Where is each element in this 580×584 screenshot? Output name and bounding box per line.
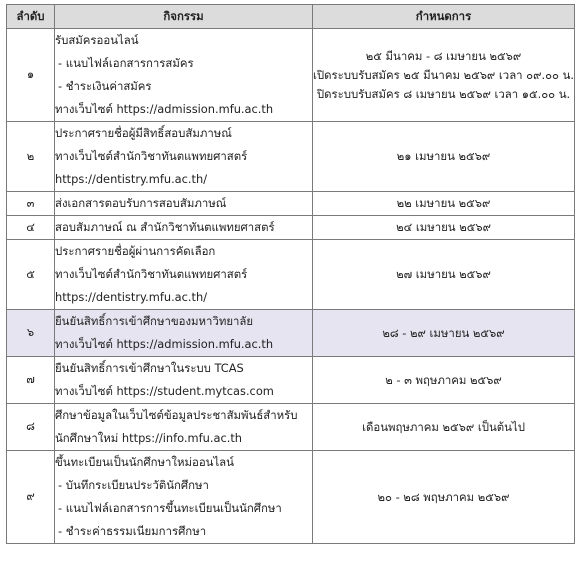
row-number: ๒: [7, 122, 55, 192]
activity-line: ทางเว็บไซต์สำนักวิชาทันตแพทยศาสตร์: [55, 149, 248, 163]
table-row: [7, 451, 575, 544]
schedule-line: ๒๕ มีนาคม - ๘ เมษายน ๒๕๖๙: [365, 48, 522, 63]
table-row: [7, 29, 575, 122]
row-number: ๘: [7, 404, 55, 451]
schedule-cell: [313, 404, 575, 451]
schedule-cell: [313, 192, 575, 216]
row-number: ๑: [7, 29, 55, 122]
schedule-cell: [313, 357, 575, 404]
schedule-table: [6, 4, 575, 544]
activity-cell: [55, 240, 313, 310]
row-number: ๕: [7, 240, 55, 310]
row-number: ๗: [7, 357, 55, 404]
activity-line: ขึ้นทะเบียนเป็นนักศึกษาใหม่ออนไลน์: [55, 455, 234, 469]
row-number: ๙: [7, 451, 55, 544]
activity-line: https://dentistry.mfu.ac.th/: [55, 290, 208, 304]
activity-cell: [55, 29, 313, 122]
schedule-line: ปิดระบบรับสมัคร ๘ เมษายน ๒๕๖๙ เวลา ๑๕.๐๐ น.: [316, 86, 571, 101]
row-number: ๓: [7, 192, 55, 216]
activity-line: ศึกษาข้อมูลในเว็บไซต์ข้อมูลประชาสัมพันธ์สำหรับ: [55, 408, 298, 422]
schedule-line: ๒๐ - ๒๘ พฤษภาคม ๒๕๖๙: [377, 489, 510, 504]
header-activity: กิจกรรม: [55, 5, 313, 29]
schedule-line: ๒๗ เมษายน ๒๕๖๙: [396, 267, 491, 281]
schedule-line: เดือนพฤษภาคม ๒๕๖๙ เป็นต้นไป: [362, 419, 525, 434]
activity-line: ทางเว็บไซต์ https://student.mytcas.com: [55, 384, 274, 398]
activity-line: ประกาศรายชื่อผู้ผ่านการคัดเลือก: [55, 244, 216, 258]
activity-line: ยืนยันสิทธิ์การเข้าศึกษาของมหาวิทยาลัย: [55, 314, 254, 328]
activity-cell: [55, 451, 313, 544]
schedule-line: ๒๔ เมษายน ๒๕๖๙: [396, 220, 491, 234]
schedule-cell: [313, 216, 575, 240]
table-row: [7, 240, 575, 310]
activity-line: สอบสัมภาษณ์ ณ สำนักวิชาทันตแพทยศาสตร์: [55, 220, 275, 234]
activity-cell: [55, 310, 313, 357]
activity-line: ยืนยันสิทธิ์การเข้าศึกษาในระบบ TCAS: [55, 361, 244, 375]
header-order: ลำดับ: [7, 5, 55, 29]
activity-cell: [55, 122, 313, 192]
table-row: [7, 192, 575, 216]
table-row: [7, 357, 575, 404]
schedule-line: เปิดระบบรับสมัคร ๒๕ มีนาคม ๒๕๖๙ เวลา ๐๙.๐๐ น.: [313, 67, 574, 82]
activity-line: https://dentistry.mfu.ac.th/: [55, 172, 208, 186]
activity-line: ส่งเอกสารตอบรับการสอบสัมภาษณ์: [55, 196, 227, 210]
table-row-highlighted: [7, 310, 575, 357]
activity-cell: [55, 404, 313, 451]
activity-line: - ชำระค่าธรรมเนียมการศึกษา: [58, 524, 207, 538]
schedule-cell: [313, 240, 575, 310]
row-number: ๖: [7, 310, 55, 357]
activity-cell: [55, 216, 313, 240]
activity-line: ทางเว็บไซต์ https://admission.mfu.ac.th: [55, 337, 274, 351]
table-row: [7, 404, 575, 451]
activity-line: รับสมัครออนไลน์: [55, 33, 139, 47]
table-row: [7, 216, 575, 240]
schedule-cell: [313, 310, 575, 357]
activity-line: - ชำระเงินค่าสมัคร: [58, 79, 152, 93]
activity-line: ทางเว็บไซต์สำนักวิชาทันตแพทยศาสตร์: [55, 267, 248, 281]
activity-line: - แนบไฟล์เอกสารการขึ้นทะเบียนเป็นนักศึกษา: [58, 501, 282, 515]
schedule-line: ๒๘ - ๒๙ เมษายน ๒๕๖๙: [382, 325, 505, 340]
activity-line: - บันทึกระเบียนประวัตินักศึกษา: [58, 478, 209, 492]
schedule-line: ๒๑ เมษายน ๒๕๖๙: [396, 149, 491, 163]
row-number: ๔: [7, 216, 55, 240]
schedule-cell: [313, 451, 575, 544]
activity-line: นักศึกษาใหม่ https://info.mfu.ac.th: [55, 431, 243, 445]
table-row: [7, 122, 575, 192]
schedule-cell: [313, 29, 575, 122]
activity-cell: [55, 357, 313, 404]
activity-cell: [55, 192, 313, 216]
activity-line: ทางเว็บไซต์ https://admission.mfu.ac.th: [55, 102, 274, 116]
activity-line: ประกาศรายชื่อผู้มีสิทธิ์สอบสัมภาษณ์: [55, 126, 232, 140]
activity-line: - แนบไฟล์เอกสารการสมัคร: [58, 56, 194, 70]
schedule-line: ๒ - ๓ พฤษภาคม ๒๕๖๙: [385, 372, 502, 387]
schedule-cell: [313, 122, 575, 192]
header-schedule: กำหนดการ: [313, 5, 575, 29]
header-row: [7, 5, 575, 29]
schedule-line: ๒๒ เมษายน ๒๕๖๙: [396, 196, 491, 210]
